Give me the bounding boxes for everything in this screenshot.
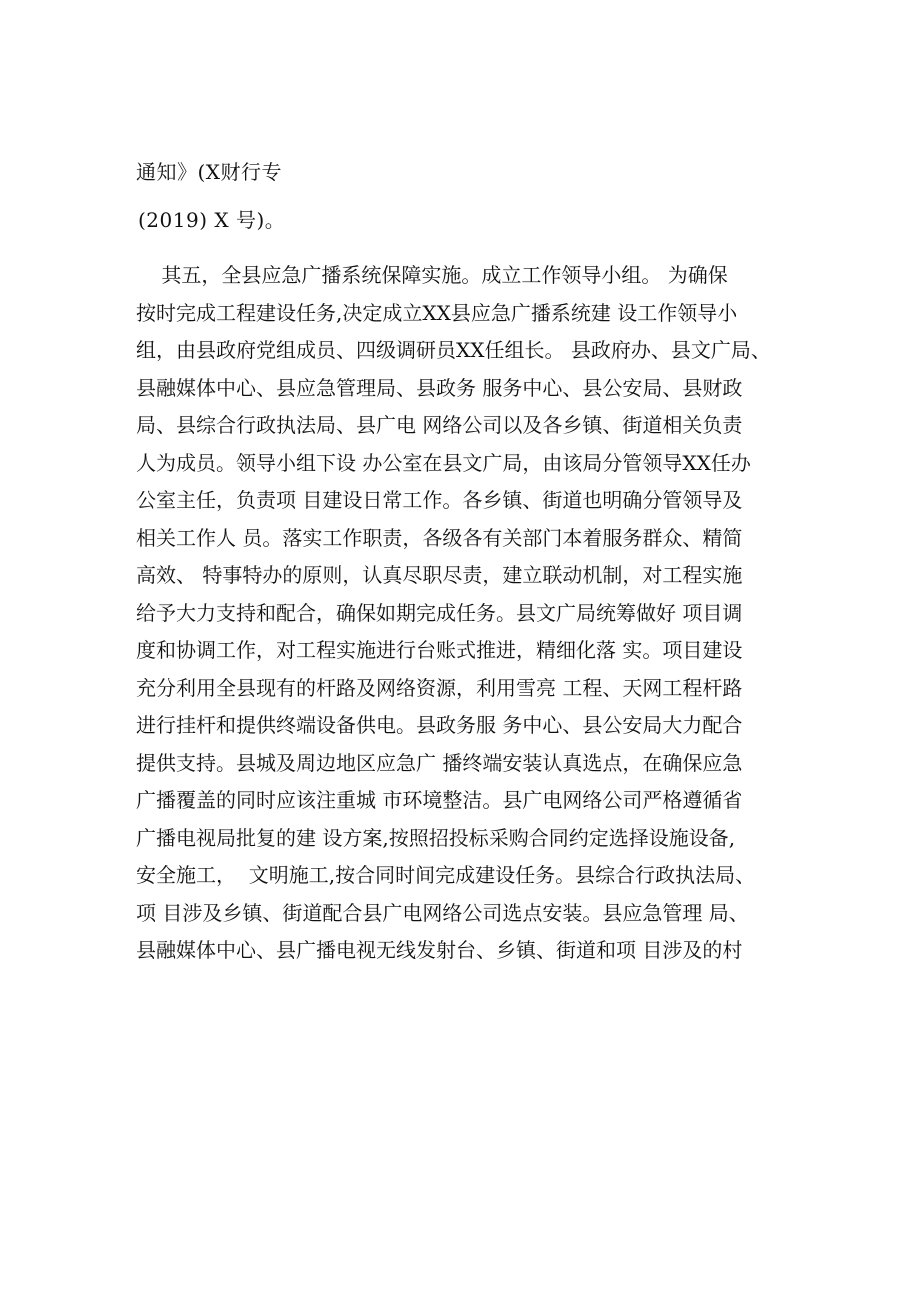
paragraph-line: 充分利用全县现有的杆路及网络资源，利用雪亮 工程、天网工程杆路 [136, 675, 743, 700]
paragraph-line: 局、县综合行政执法局、县广电 网络公司以及各乡镇、街道相关负责 [136, 413, 743, 437]
paragraph-line: 高效、 特事特办的原则，认真尽职尽责，建立联动机制，对工程实施 [136, 563, 743, 587]
body-paragraph [136, 257, 796, 970]
paragraph-line: 广播覆盖的同时应该注重城 市环境整洁。县广电网络公司严格遵循省 [136, 788, 743, 812]
paragraph-line: 公室主任，负责项 目建设日常工作。各乡镇、街道也明确分管领导及 [136, 488, 743, 512]
paragraph-line: 县融媒体中心、县应急管理局、县政务 服务中心、县公安局、县财政 [136, 375, 743, 400]
paragraph-line: 人为成员。领导小组下设 办公室在县文广局，由该局分管领导XX任办 [136, 450, 751, 475]
paragraph-line: 提供支持。县城及周边地区应急广 播终端安装认真选点，在确保应急 [136, 750, 743, 775]
reference-line-2: (2019) X 号)。 [138, 208, 286, 232]
paragraph-line: 安全施工， 文明施工,按合同时间完成建设任务。县综合行政执法局、 [136, 863, 756, 887]
paragraph-line: 组，由县政府党组成员、四级调研员XX任组长。 县政府办、县文广局、 [136, 338, 771, 362]
paragraph-line: 度和协调工作，对工程实施进行台账式推进，精细化落 实。项目建设 [136, 638, 743, 662]
paragraph-line: 其五，全县应急广播系统保障实施。成立工作领导小组。 为确保 [136, 263, 728, 287]
paragraph-line: 广播电视局批复的建 设方案,按照招投标采购合同约定选择设施设备, [136, 825, 736, 850]
paragraph-line: 进行挂杆和提供终端设备供电。县政务服 务中心、县公安局大力配合 [136, 713, 743, 737]
reference-line-1: 通知》(X财行专 [136, 160, 283, 184]
paragraph-line: 相关工作人 员。落实工作职责，各级各有关部门本着服务群众、精简 [136, 525, 743, 550]
paragraph-line: 给予大力支持和配合，确保如期完成任务。县文广局统筹做好 项目调 [136, 600, 743, 625]
paragraph-line: 按时完成工程建设任务,决定成立XX县应急广播系统建 设工作领导小 [136, 300, 738, 325]
paragraph-line: 项 目涉及乡镇、街道配合县广电网络公司选点安装。县应急管理 局、 [136, 900, 749, 925]
paragraph-line: 县融媒体中心、县广播电视无线发射台、乡镇、街道和项 目涉及的村 [136, 938, 743, 962]
